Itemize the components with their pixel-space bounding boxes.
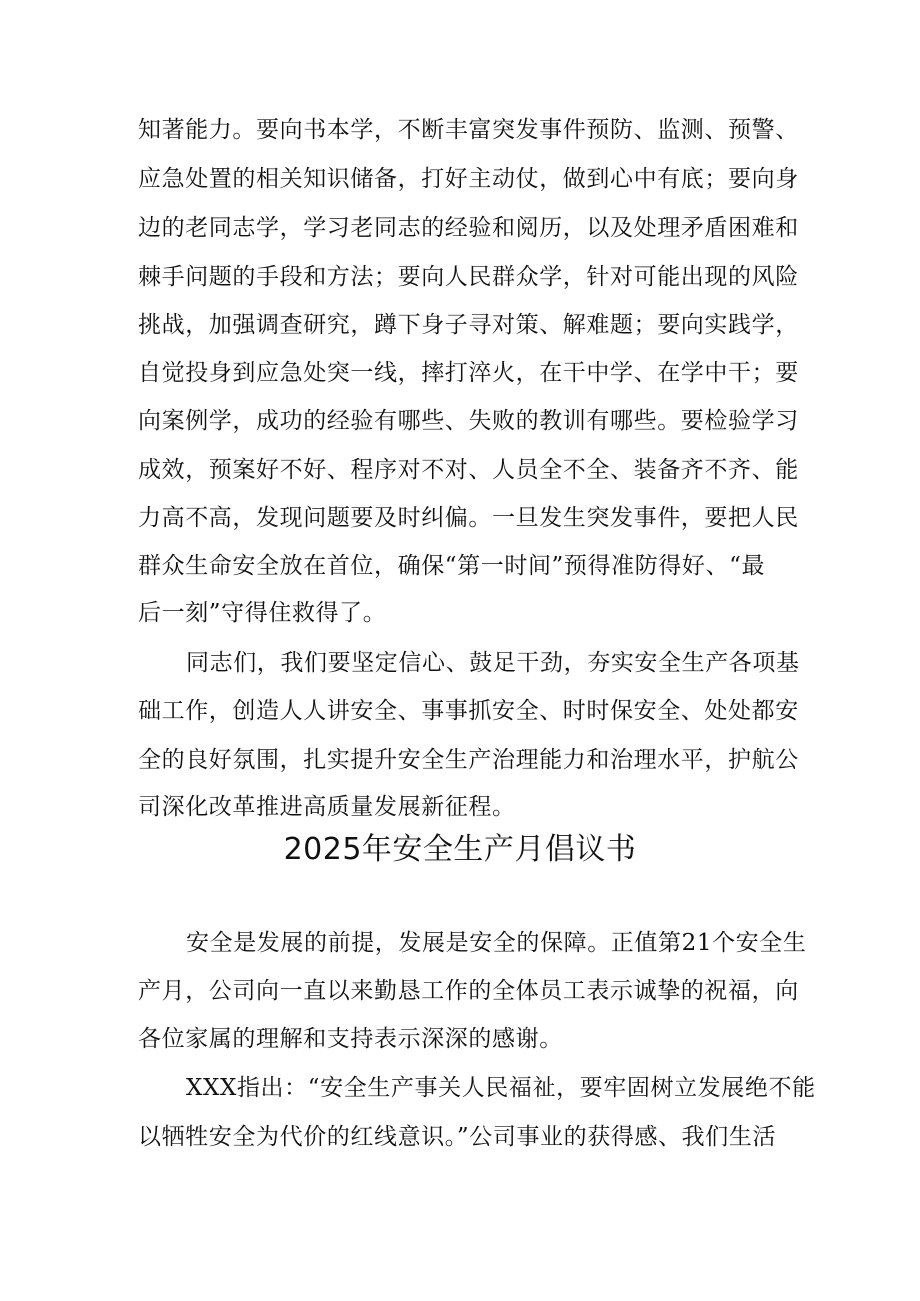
paragraph-3-line-3: 各位家属的理解和支持表示深深的感谢。	[138, 1026, 563, 1052]
paragraph-2-line-2: 础工作，创造人人讲安全、事事抓安全、时时保安全、处处都安	[138, 698, 799, 724]
paragraph-2-line-4: 司深化改革推进高质量发展新征程。	[138, 794, 516, 820]
paragraph-1-line-7: 向案例学，成功的经验有哪些、失败的教训有哪些。要检验学习	[138, 408, 799, 434]
paragraph-1-line-10: 群众生命安全放在首位，确保“第一时间”预得准防得好、“最	[138, 553, 766, 579]
paragraph-3-line-1: 安全是发展的前提，发展是安全的保障。正值第21个安全生	[186, 930, 807, 956]
paragraph-1-line-1: 知著能力。要向书本学，不断丰富突发事件预防、监测、预警、	[138, 117, 799, 143]
paragraph-4-line-2: 以牺牲安全为代价的红线意识。”公司事业的获得感、我们生活	[138, 1124, 777, 1150]
paragraph-1-line-6: 自觉投身到应急处突一线，摔打淬火，在干中学、在学中干；要	[138, 360, 799, 386]
paragraph-1-line-3: 边的老同志学，学习老同志的经验和阅历，以及处理矛盾困难和	[138, 215, 799, 241]
paragraph-1-line-2: 应急处置的相关知识储备，打好主动仗，做到心中有底；要向身	[138, 166, 799, 192]
paragraph-1-line-11: 后一刻”守得住救得了。	[138, 600, 387, 626]
paragraph-2-line-3: 全的良好氛围，扎实提升安全生产治理能力和治理水平，护航公	[138, 747, 799, 773]
document-title: 2025年安全生产月倡议书	[283, 832, 637, 867]
paragraph-3-line-2: 产月，公司向一直以来勤恳工作的全体员工表示诚挚的祝福，向	[138, 978, 799, 1004]
paragraph-1-line-5: 挑战，加强调查研究，蹲下身子寻对策、解难题；要向实践学，	[138, 312, 799, 338]
paragraph-1-line-8: 成效，预案好不好、程序对不对、人员全不全、装备齐不齐、能	[138, 457, 799, 483]
paragraph-1-line-9: 力高不高，发现问题要及时纠偏。一旦发生突发事件，要把人民	[138, 505, 799, 531]
paragraph-1-line-4: 棘手问题的手段和方法；要向人民群众学，针对可能出现的风险	[138, 264, 799, 290]
paragraph-4-line-1: XXX指出：“安全生产事关人民福祉，要牢固树立发展绝不能	[186, 1075, 816, 1101]
paragraph-2-line-1: 同志们，我们要坚定信心、鼓足干劲，夯实安全生产各项基	[186, 650, 800, 676]
